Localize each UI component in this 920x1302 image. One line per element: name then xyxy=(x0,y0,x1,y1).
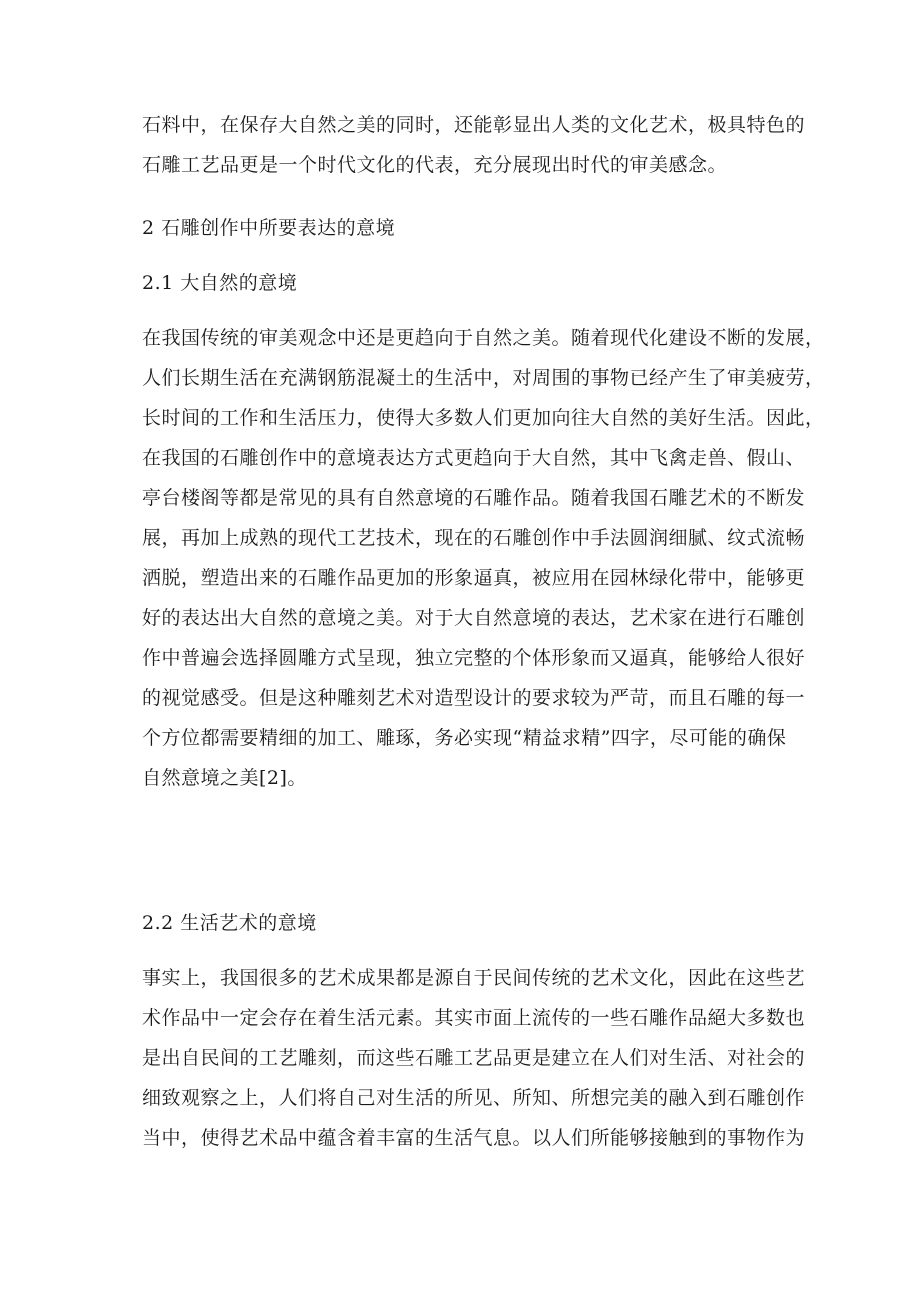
text-line: 作中普遍会选择圆雕方式呈现，独立完整的个体形象而又逼真，能够给人很好 xyxy=(142,647,806,669)
paragraph-intro xyxy=(142,105,806,185)
text-line: 亭台楼阁等都是常见的具有自然意境的石雕作品。随着我国石雕艺术的不断发 xyxy=(142,487,806,509)
section-heading-2 xyxy=(142,208,782,248)
text-line: 自然意境之美[2]。 xyxy=(142,767,307,789)
text-line: 在我国的石雕创作中的意境表达方式更趋向于大自然，其中飞禽走兽、假山、 xyxy=(142,447,806,469)
section-title: 2 石雕创作中所要表达的意境 xyxy=(142,217,396,239)
text-line: 当中，使得艺术品中蕴含着丰富的生活气息。以人们所能够接触到的事物作为 xyxy=(142,1127,806,1149)
text-line: 的视觉感受。但是这种雕刻艺术对造型设计的要求较为严苛，而且石雕的每一 xyxy=(142,687,806,709)
text-line: 在我国传统的审美观念中还是更趋向于自然之美。随着现代化建设不断的发展， xyxy=(142,327,825,349)
text-line: 事实上，我国很多的艺术成果都是源自于民间传统的艺术文化，因此在这些艺 xyxy=(142,967,806,989)
subsection-heading-2-2 xyxy=(142,903,782,943)
text-line: 人们长期生活在充满钢筋混凝土的生活中，对周围的事物已经产生了审美疲劳， xyxy=(142,367,825,389)
text-line: 好的表达出大自然的意境之美。对于大自然意境的表达，艺术家在进行石雕创 xyxy=(142,607,806,629)
text-line: 石料中，在保存大自然之美的同时，还能彰显出人类的文化艺术，极具特色的 xyxy=(142,114,806,136)
text-line: 长时间的工作和生活压力，使得大多数人们更加向往大自然的美好生活。因此， xyxy=(142,407,825,429)
subsection-heading-2-1 xyxy=(142,263,782,303)
text-line: 石雕工艺品更是一个时代文化的代表，充分展现出时代的审美感念。 xyxy=(142,154,728,176)
paragraph-nature xyxy=(142,318,825,798)
subsection-title: 2.1 大自然的意境 xyxy=(142,272,298,294)
text-line: 洒脱，塑造出来的石雕作品更加的形象逼真，被应用在园林绿化带中，能够更 xyxy=(142,567,806,589)
text-line: 术作品中一定会存在着生活元素。其实市面上流传的一些石雕作品絕大多数也 xyxy=(142,1007,806,1029)
paragraph-life-art xyxy=(142,958,806,1158)
text-line: 细致观察之上，人们将自己对生活的所见、所知、所想完美的融入到石雕创作 xyxy=(142,1087,806,1109)
subsection-title: 2.2 生活艺术的意境 xyxy=(142,912,317,934)
text-line: 展，再加上成熟的现代工艺技术，现在的石雕创作中手法圆润细腻、纹式流畅 xyxy=(142,527,806,549)
text-line: 个方位都需要精细的加工、雕琢，务必实现“精益求精”四字，尽可能的确保 xyxy=(142,727,787,749)
text-line: 是出自民间的工艺雕刻，而这些石雕工艺品更是建立在人们对生活、对社会的 xyxy=(142,1047,806,1069)
